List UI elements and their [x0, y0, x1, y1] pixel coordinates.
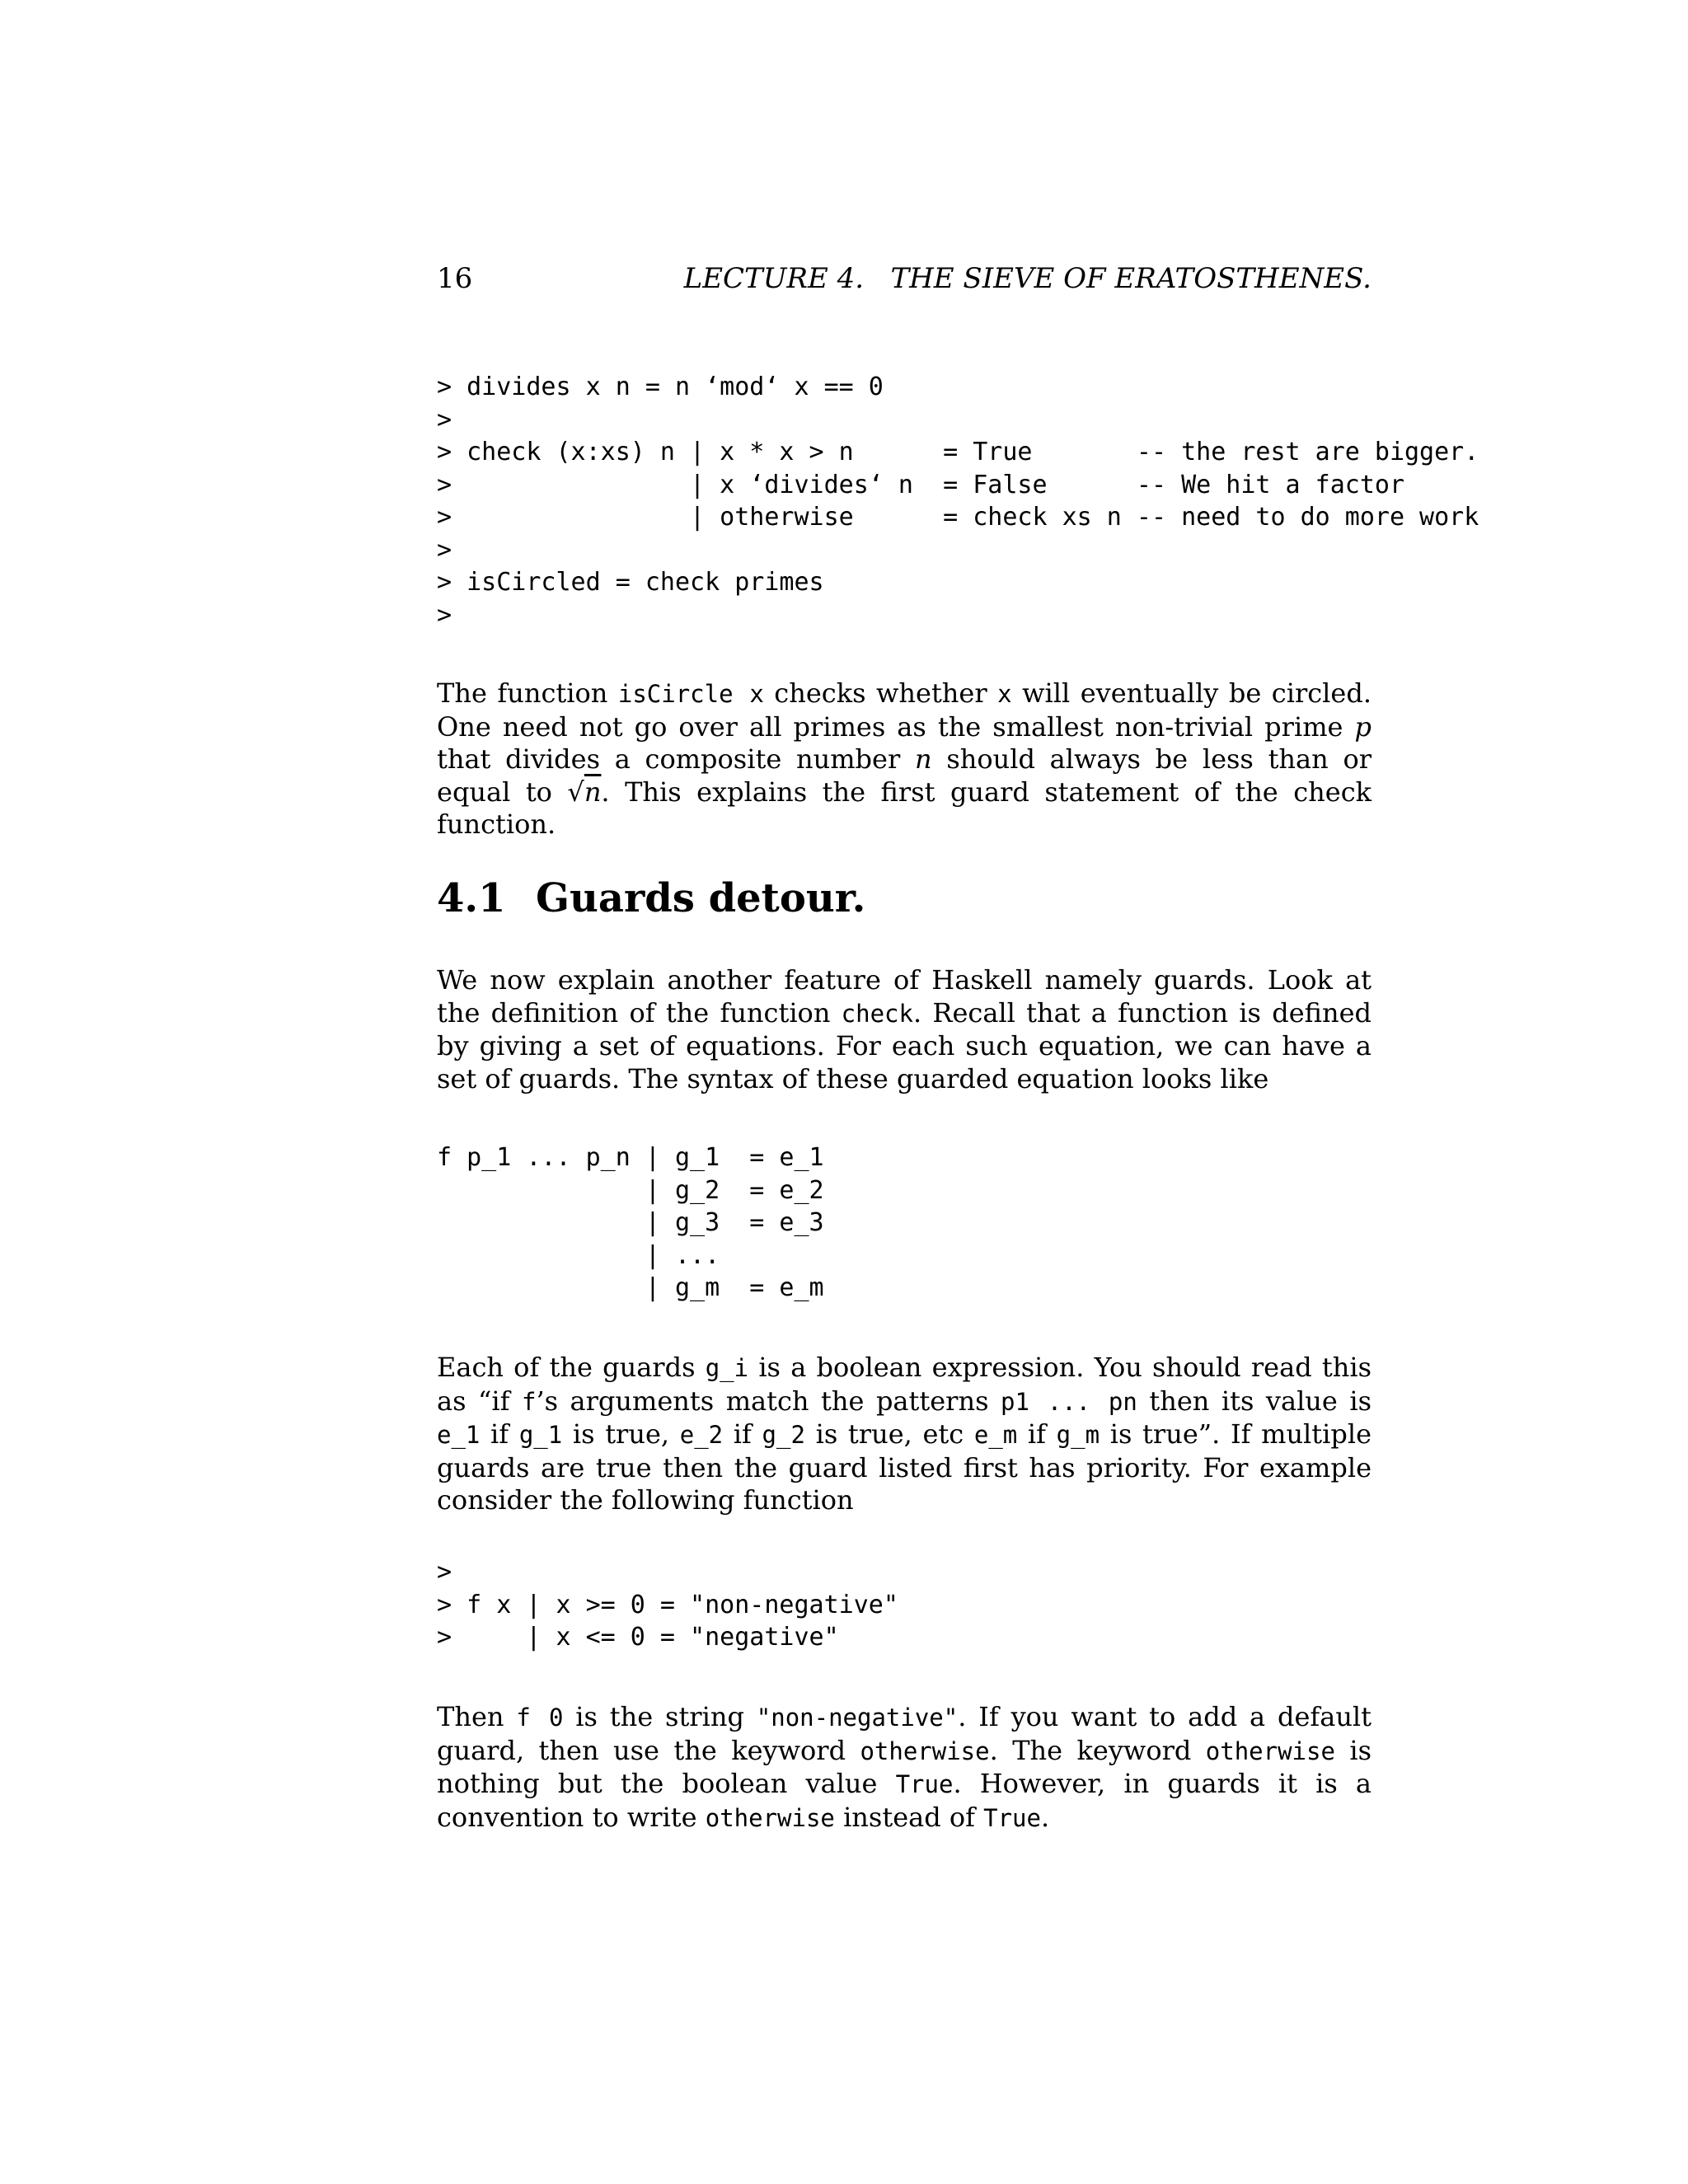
- code-line: >: [437, 535, 452, 565]
- inline-code: otherwise: [860, 1736, 990, 1765]
- section-number: 4.1: [437, 875, 506, 921]
- code-line: f p_1 ... p_n | g_1 = e_1: [437, 1143, 824, 1172]
- page-header: [437, 262, 1372, 295]
- inline-code: True: [895, 1770, 954, 1798]
- running-head: LECTURE 4. THE SIEVE OF ERATOSTHENES.: [683, 262, 1372, 295]
- inline-code: f: [521, 1387, 537, 1416]
- inline-code: f 0: [516, 1704, 564, 1732]
- inline-code: True: [983, 1803, 1041, 1832]
- code-line: >: [437, 1558, 452, 1586]
- code-line: | ...: [437, 1240, 720, 1270]
- inline-code: e_1: [437, 1421, 481, 1449]
- code-line: | g_m = e_m: [437, 1273, 824, 1302]
- code-line: > divides x n = n ‘mod‘ x == 0: [437, 373, 884, 401]
- inline-code: g_m: [1056, 1421, 1100, 1449]
- section-heading: [437, 874, 865, 923]
- code-block-sieve-check: [437, 371, 1479, 631]
- inline-code: p1 ... pn: [1001, 1387, 1137, 1416]
- math-variable: n: [584, 776, 602, 808]
- inline-code: otherwise: [705, 1803, 835, 1832]
- code-line: > f x | x >= 0 = "non-negative": [437, 1590, 898, 1619]
- inline-code: g_i: [705, 1354, 749, 1382]
- inline-code: g_1: [518, 1421, 563, 1449]
- code-line: > isCircled = check primes: [437, 568, 824, 597]
- inline-code: e_m: [973, 1421, 1018, 1449]
- paragraph-guard-semantics: Each of the guards g_i is a boolean expression. You should read this as “if f’s arguments match the patterns p1 ... pn then its value is e_1 if g_1 is true, e_2 if g_2 is true, etc e_m if g_m is true”. If multiple guards are true then the guard listed first has priority. For example consider the following function: [437, 1352, 1372, 1516]
- code-block-f-example: [437, 1556, 898, 1654]
- math-variable: n: [915, 743, 932, 775]
- code-block-guard-syntax: [437, 1141, 824, 1305]
- paragraph-otherwise: Then f 0 is the string "non-negative". If you want to add a default guard, then use the keyword otherwise. The keyword otherwise is nothing but the boolean value True. However, in guards it is a convention to write otherwise instead of True.: [437, 1701, 1372, 1833]
- paragraph-guards-intro: We now explain another feature of Haskell namely guards. Look at the definition of the function check. Recall that a function is defined by giving a set of equations. For each such equation, we can have a set of guards. The syntax of these guarded equation looks like: [437, 964, 1372, 1094]
- inline-code: isCircle x: [617, 680, 764, 708]
- code-line: > | x <= 0 = "negative": [437, 1623, 839, 1652]
- code-line: | g_3 = e_3: [437, 1208, 824, 1237]
- code-line: | g_2 = e_2: [437, 1175, 824, 1205]
- code-line: > | otherwise = check xs n -- need to do more work: [437, 503, 1479, 532]
- page-number: 16: [437, 262, 473, 295]
- inline-code: x: [997, 680, 1012, 708]
- inline-code: g_2: [762, 1421, 805, 1449]
- code-line: >: [437, 405, 452, 434]
- inline-code: otherwise: [1205, 1736, 1335, 1765]
- section-title: Guards detour.: [536, 875, 866, 921]
- paragraph-iscircle-explanation: The function isCircle x checks whether x will eventually be circled. One need not go over all primes as the smallest non-trivial prime p that divides a composite number n should always be less than or equal to √n. This explains the first guard statement of the check function.: [437, 677, 1372, 840]
- sqrt-symbol: √: [567, 776, 584, 808]
- code-line: > check (x:xs) n | x * x > n = True -- the rest are bigger.: [437, 438, 1479, 466]
- code-line: > | x ‘divides‘ n = False -- We hit a factor: [437, 470, 1404, 499]
- inline-code: "non-negative": [756, 1704, 959, 1732]
- inline-code: check: [841, 999, 913, 1028]
- code-line: >: [437, 600, 452, 630]
- inline-code: e_2: [679, 1421, 724, 1449]
- math-variable: p: [1354, 710, 1372, 743]
